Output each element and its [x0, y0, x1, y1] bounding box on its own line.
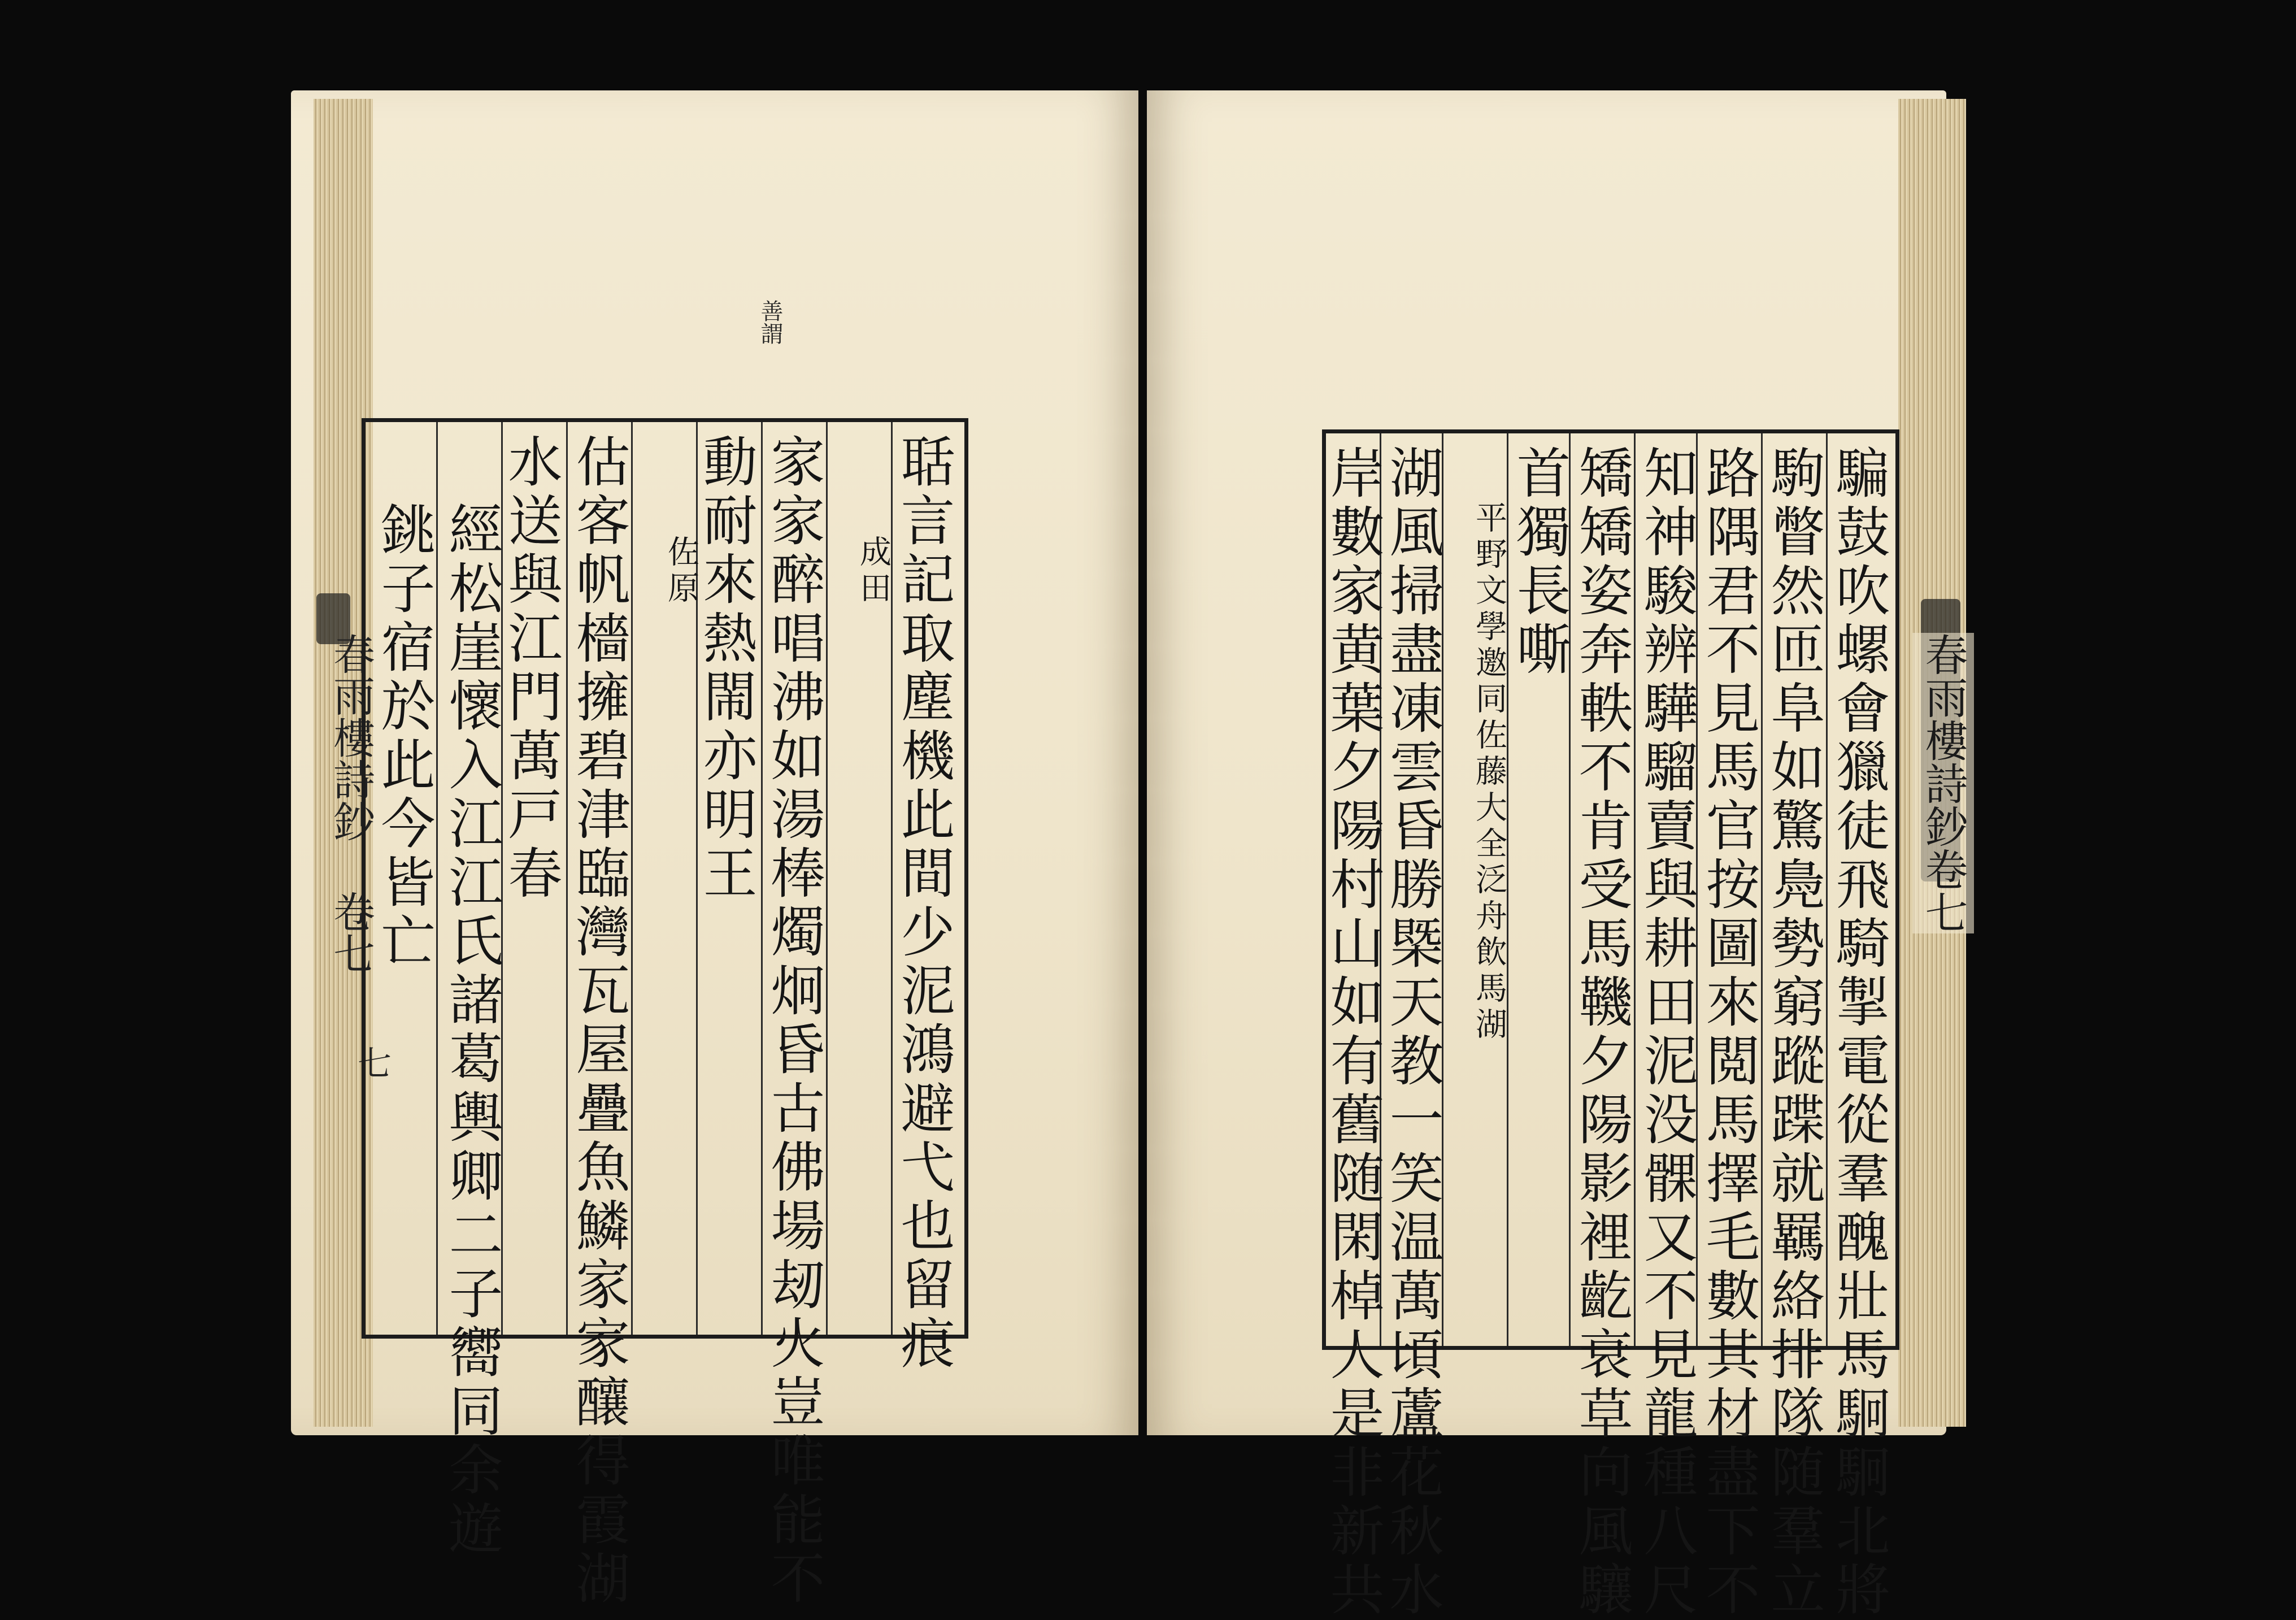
left-folio: 七 — [352, 1045, 392, 1079]
right-spine-title: 春雨樓詩鈔卷七 — [1912, 633, 1974, 933]
text-column: 湖風掃盡凍雲昏勝槩天教一笑温萬頃蘆花秋水 — [1381, 445, 1444, 1620]
text-column: 平野文學邀同佐藤大全泛舟飲馬湖 — [1471, 501, 1507, 1044]
left-spine-title: 春雨樓詩鈔 卷七 — [327, 633, 375, 974]
text-column: 知神駿辨驊騮賣與耕田泥没髁又不見龍種八尺 — [1635, 445, 1698, 1620]
text-column: 估客帆檣擁碧津臨灣瓦屋疊魚鱗家家釀得霞湖 — [567, 433, 630, 1609]
text-column: 路隅君不見馬官按圖來閲馬擇毛數其材盡下不 — [1697, 445, 1760, 1620]
text-column: 經松崖懷入江江氏諸葛輿卿二子嚮同余遊 — [440, 501, 503, 1559]
left-text-frame — [362, 418, 968, 1609]
text-column: 動耐來熱閙亦明王 — [694, 433, 758, 904]
text-column: 首獨長嘶 — [1508, 445, 1571, 680]
text-column: 岸數家黄葉夕陽村山如有舊随閑棹人是非新共 — [1321, 445, 1385, 1620]
text-column: 佐原 — [663, 535, 699, 607]
text-column: 騙鼓吹螺會獵徒飛騎掣電從羣醜壯馬駉駉北將 — [1827, 445, 1890, 1620]
text-column: 駒瞥然匝阜如驚鳧勢窮蹤蹀就羈絡排隊随羣立 — [1762, 445, 1825, 1620]
top-note: 善謂 — [757, 299, 783, 345]
text-column: 成田 — [855, 535, 892, 607]
text-column: 水送與江門萬戸春 — [499, 433, 563, 904]
text-column: 家家醉唱沸如湯棒燭炯昏古佛場刼火豈唯能不 — [762, 433, 825, 1609]
text-column: 聒言記取塵機此間少泥鴻避弋也留痕 — [892, 433, 955, 1374]
text-column: 矯矯姿奔軼不肯受馬鞿夕陽影裡齕衰草向風驤 — [1570, 445, 1633, 1620]
text-column: 銚子宿於此今皆亡 — [372, 501, 436, 971]
right-text-frame — [1321, 429, 1899, 1620]
